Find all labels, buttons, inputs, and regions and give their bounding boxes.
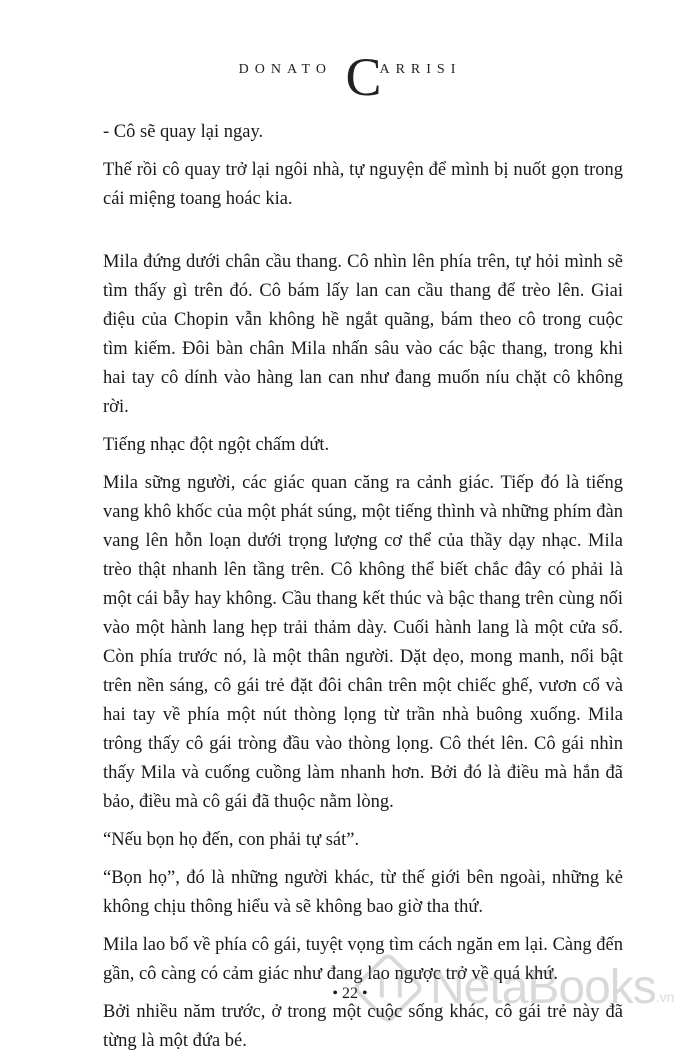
paragraph: Thế rồi cô quay trở lại ngôi nhà, tự nguyện để mình bị nuốt gọn trong cái miệng toang hoác kia. — [103, 160, 623, 209]
watermark-text: NetaBooks — [430, 961, 656, 1014]
author-last-name: ARRISI — [379, 62, 462, 77]
paragraph: - Cô sẽ quay lại ngay. — [103, 122, 264, 142]
paragraph: “Bọn họ”, đó là những người khác, từ thế giới bên ngoài, những kẻ không chịu thông hiểu và sẽ không bao giờ tha thứ. — [103, 868, 623, 917]
paragraph: Mila sững người, các giác quan căng ra cảnh giác. Tiếp đó là tiếng vang khô khốc của một phát súng, một tiếng thình và những phím đàn vang lên hỗn loạn dưới trọng lượng cơ thể của thầy dạy nhạc. Mila trèo thật nhanh lên tầng trên. Cô không thể biết chắc đây có phải là một cái bẫy hay không. Cầu thang kết thúc và bậc thang trên cùng nối vào một hành lang hẹp trải thảm dày. Cuối hành lang là một cửa sổ. Còn phía trước nó, là một thân người. Dặt dẹo, mong manh, nổi bật trên nền sáng, cô gái trẻ đặt đôi chân trên một chiếc ghế, vươn cổ và hai tay về phía một nút thòng lọng từ trần nhà buông xuống. Mila trông thấy cô gái tròng đầu vào thòng lọng. Cô thét lên. Cô gái nhìn thấy Mila và cuống cuồng làm nhanh hơn. Bởi đó là điều mà hắn đã bảo, điều mà cô gái đã thuộc nằm lòng. — [103, 473, 623, 812]
author-first-name: DONATO — [238, 62, 332, 77]
paragraph: Tiếng nhạc đột ngột chấm dứt. — [103, 435, 330, 455]
watermark — [362, 960, 674, 1015]
watermark-suffix: .vn — [655, 989, 675, 1005]
page-body — [103, 118, 623, 1056]
author-initial: C — [345, 47, 382, 107]
paragraph: Mila đứng dưới chân cầu thang. Cô nhìn lên phía trên, tự hỏi mình sẽ tìm thấy gì trên đó. Cô bám lấy lan can cầu thang để trèo lên. Giai điệu của Chopin vẫn không hề ngắt quãng, bám theo cô trong cuộc tìm kiếm. Đôi bàn chân Mila nhấn sâu vào các bậc thang, trong khi hai tay cô dính vào hàng lan can như đang muốn níu chặt cô không rời. — [103, 252, 623, 417]
paragraph: Bởi nhiều năm trước, ở trong một cuộc sống khác, cô gái trẻ này đã từng là một đứa bé. — [103, 1002, 623, 1051]
paragraph: “Nếu bọn họ đến, con phải tự sát”. — [103, 830, 360, 850]
running-header — [0, 47, 700, 107]
page-number: • 22 • — [332, 985, 368, 1002]
paragraph: Mila lao bổ về phía cô gái, tuyệt vọng tìm cách ngăn em lại. Càng đến gần, cô càng có cảm giác như đang lao ngược trở về quá khứ. — [103, 935, 623, 984]
netabooks-logo-icon — [351, 951, 425, 1025]
